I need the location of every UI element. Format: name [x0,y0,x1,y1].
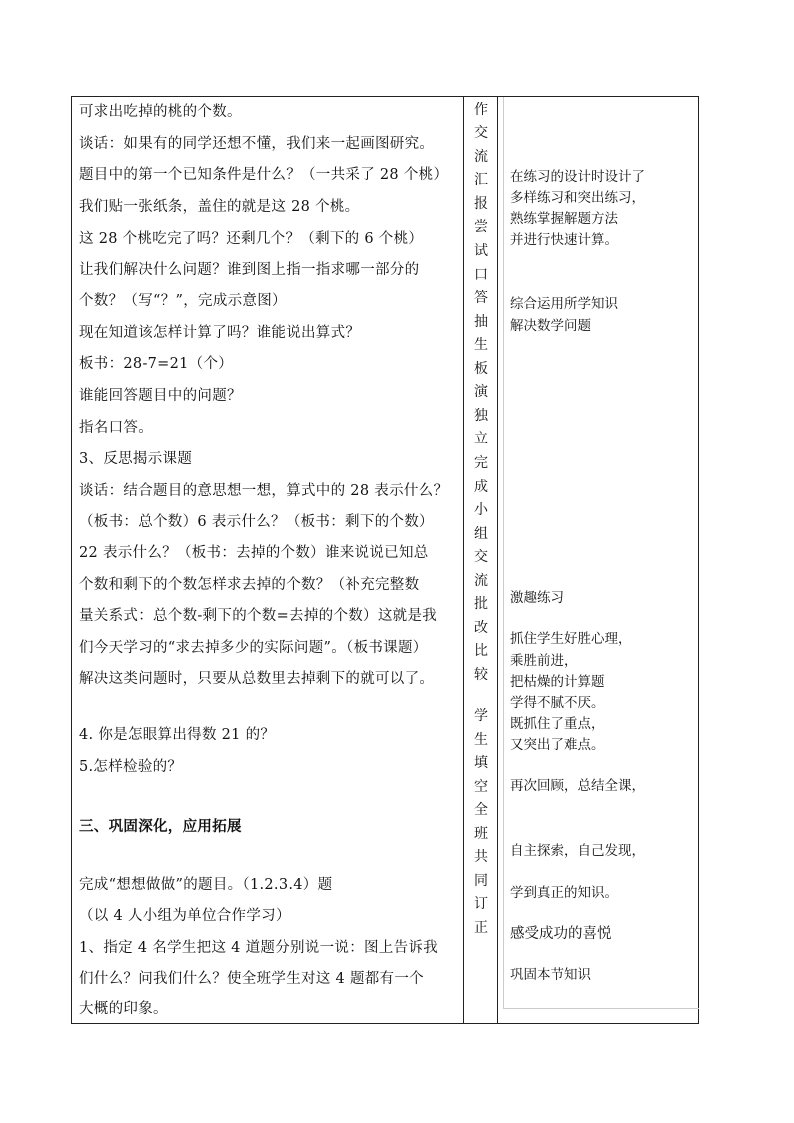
text-line: 1、指定 4 名学生把这 4 道题分别说一说：图上告诉我 [79,940,439,956]
activity-char: 作 [474,102,488,118]
note-line: 熟练掌握解题方法 [510,211,618,227]
note-line: 巩固本节知识 [510,967,591,983]
text-line: 我们贴一张纸条，盖住的就是这 28 个桃。 [79,199,360,215]
activity-char: 生 [474,732,488,748]
note-line: 学到真正的知识。 [510,885,618,901]
activity-char: 立 [474,431,488,447]
text-line: 谁能回答题目中的问题？ [79,388,242,404]
text-line: 们什么？问我们什么？使全班学生对这 4 题都有一个 [79,971,424,987]
note-line: 感受成功的喜悦 [510,926,612,942]
text-line: 大概的印象。 [79,1001,168,1017]
text-line: 解决这类问题时，只要从总数里去掉剩下的就可以了。 [79,671,435,687]
text-line: （板书：总个数）6 表示什么？（板书：剩下的个数） [79,514,434,530]
note-line: 既抓住了重点， [510,716,605,732]
text-line: 5.怎样检验的？ [79,759,183,775]
note-line: 综合运用所学知识 [510,296,618,312]
section-heading: 三、巩固深化，应用拓展 [79,818,242,835]
activity-char: 班 [474,826,488,842]
activity-char: 成 [474,479,488,495]
note-line: 多样练习和突出练习， [510,190,645,206]
text-line: 谈话：结合题目的意思想一想，算式中的 28 表示什么？ [79,483,449,499]
text-line: 让我们解决什么问题？谁到图上指一指求哪一部分的 [79,262,420,278]
activity-char: 较 [474,667,488,683]
text-line: 4. 你是怎眼算出得数 21 的？ [79,727,276,743]
activity-char: 演 [474,384,488,400]
teaching-process-column [72,97,464,1023]
activity-char: 流 [474,149,488,165]
activity-char: 流 [474,573,488,589]
text-line: 题目中的第一个已知条件是什么？（一共采了 28 个桃） [79,167,449,183]
activity-char: 尝 [474,219,488,235]
activity-char: 汇 [474,172,488,188]
activity-char: 小 [474,502,488,518]
note-line: 解决数学问题 [510,318,591,334]
note-line: 把枯燥的计算题 [510,674,605,690]
text-line: 指名口答。 [79,420,153,436]
text-line: 可求出吃掉的桃的个数。 [79,104,242,120]
activity-char: 交 [474,549,488,565]
activity-char: 答 [474,290,488,306]
text-line: 这 28 个桃吃完了吗？还剩几个？（剩下的 6 个桃） [79,231,424,247]
note-line: 学得不腻不厌。 [510,695,605,711]
text-line: 个数和剩下的个数怎样求去掉的个数？（补充完整数 [79,577,420,593]
activity-char: 同 [474,873,488,889]
activity-char: 独 [474,408,488,424]
lesson-plan-table [71,96,699,1024]
text-line: 量关系式：总个数-剩下的个数=去掉的个数）这就是我 [79,608,438,624]
text-line: 22 表示什么？（板书：去掉的个数）谁来说说已知总 [79,545,429,561]
activity-char: 学 [474,708,488,724]
note-line: 乘胜前进， [510,653,578,669]
text-line: 个数？（写“？”，完成示意图） [79,293,287,309]
note-line: 再次回顾，总结全课， [510,778,645,794]
activity-char: 批 [474,596,488,612]
text-line: 完成“想想做做”的题目。（1.2.3.4）题 [79,877,333,893]
student-activity-column [464,97,498,1023]
text-line: （以 4 人小组为单位合作学习） [79,908,291,924]
activity-char: 改 [474,620,488,636]
activity-char: 全 [474,802,488,818]
activity-char: 空 [474,779,488,795]
text-line: 现在知道该怎样计算了吗？谁能说出算式？ [79,325,361,341]
note-line: 又突出了难点。 [510,737,605,753]
text-line: 谈话：如果有的同学还想不懂，我们来一起画图研究。 [79,136,435,152]
activity-char: 交 [474,125,488,141]
activity-char: 抽 [474,314,488,330]
activity-char: 试 [474,243,488,259]
activity-char: 生 [474,337,488,353]
design-intent-column [498,97,699,1023]
section-heading: 3、反思揭示课题 [79,451,193,467]
activity-char: 板 [474,361,488,377]
activity-char: 比 [474,643,488,659]
activity-char: 填 [474,755,488,771]
note-line: 激趣练习 [510,590,564,606]
activity-char: 正 [474,920,488,936]
activity-char: 完 [474,455,488,471]
activity-char: 报 [474,196,488,212]
activity-char: 口 [474,267,488,283]
activity-char: 组 [474,526,488,542]
note-line: 并进行快速计算。 [510,232,618,248]
note-line: 在练习的设计时设计了 [510,169,645,185]
text-line: 们今天学习的“求去掉多少的实际问题”。（板书课题） [79,640,428,656]
activity-char: 共 [474,849,488,865]
note-line: 自主探索，自己发现， [510,843,645,859]
note-line: 抓住学生好胜心理， [510,631,632,647]
text-line: 板书：28-7=21（个） [79,356,234,372]
activity-char: 订 [474,896,488,912]
